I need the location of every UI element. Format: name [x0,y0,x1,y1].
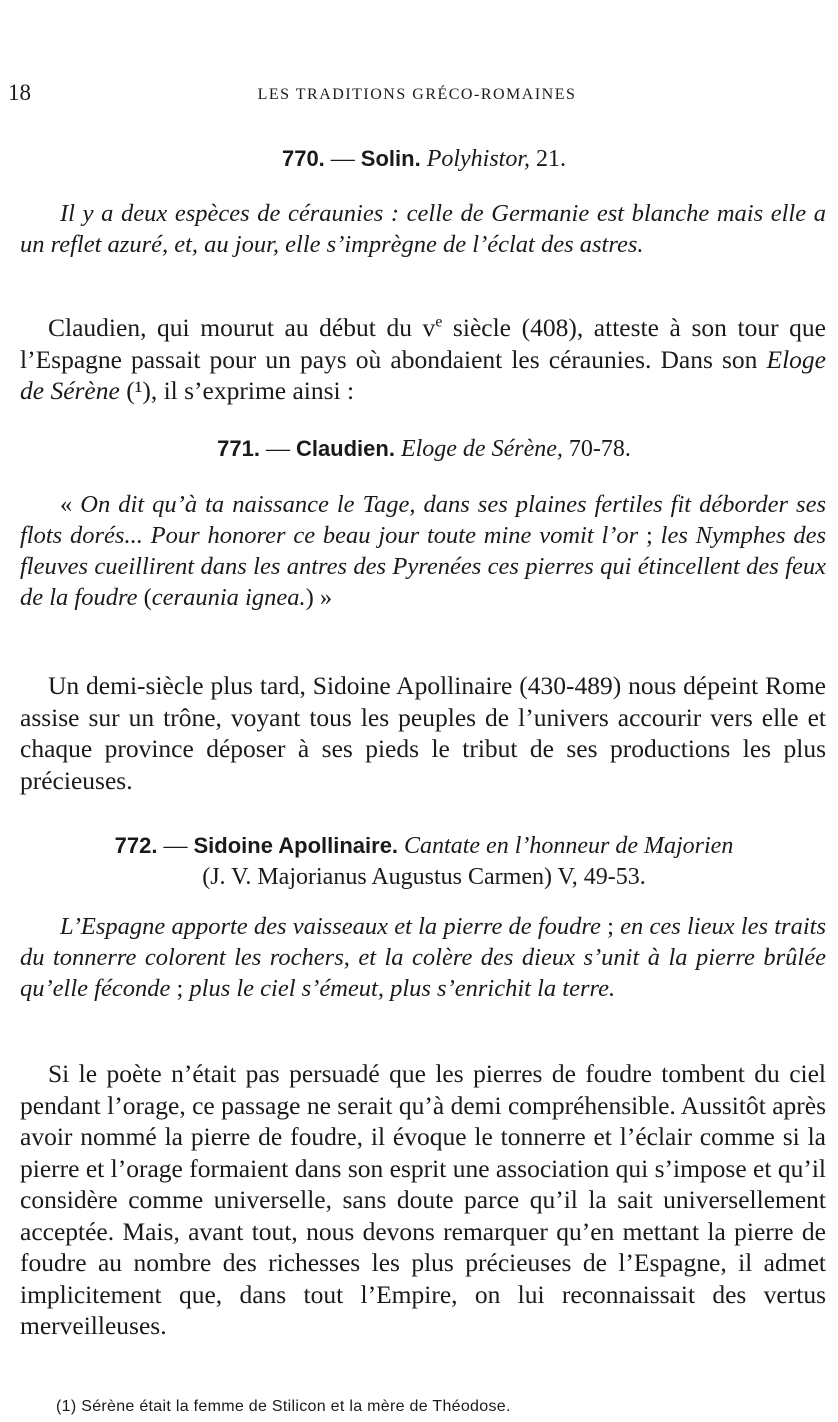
quote-punctuation: ; [638,522,661,549]
footnote [56,1398,511,1416]
footnote-marker: (1) [56,1398,77,1415]
quote-770 [20,198,826,260]
citation-reference: 21. [536,146,567,172]
citation-reference: 70-78. [568,436,631,462]
page-number: 18 [8,80,31,105]
quote-text: On dit qu’à ta naissance le Tage, dans ses plaines fertiles fit déborder ses flots dorés... Pour honorer ce beau jour toute mine vomit l’or [20,491,827,549]
paragraph-text: Si le poète n’était pas persuadé que les pierres de foudre tombent du ciel pendant l’orage, ce passage ne serait qu’à demi compréhensible. Aussitôt après avoir nommé la pierre de foudre, il évoque le tonnerre et l’éclair comme si la pierre et l’orage formaient dans son esprit une association qui s’impose et qu’il considère comme universelle, sans doute parce qu’il la sait universellement acceptée. Mais, avant tout, nous devons remarquer qu’en mettant la pierre de foudre au nombre des richesses les plus précieuses de l’Espagne, il admet implicitement que, dans tout l’Empire, on lui reconnaissait des vertus merveilleuses. [20,1059,826,1340]
citation-title: Cantate en l’honneur de Majorien [404,833,734,859]
quote-open-mark: « [60,491,81,518]
quote-punctuation: ; [170,975,190,1002]
footnote-text: Sérène était la femme de Stilicon et la mère de Théodose. [81,1398,511,1415]
paragraph-text: siècle (408), atteste à son tour que l’Espagne passait pour un pays où abondaient les céraunies. Dans son [20,313,827,374]
quote-772 [20,911,826,1004]
paragraph-sidoine [20,670,826,796]
quote-text: ceraunia ignea. [151,584,306,611]
citation-title: Eloge de Sérène, [400,436,563,462]
citation-771 [20,436,828,463]
quote-text: L’Espagne apporte des vaisseaux et la pierre de foudre [60,913,601,940]
citation-author: Sidoine Apollinaire. [193,833,399,858]
citation-dash: — [265,436,290,462]
citation-number: 770. [281,146,325,171]
footnote-reference: (¹) [126,376,151,405]
quote-text: les Nymphes des fleuves cueillirent dans les antres des Pyrenées ces pierres qui étincellent des feux de la foudre [20,522,826,611]
paragraph-text: Claudien, qui mourut au début du v [48,313,436,342]
paragraph-claudien [20,312,826,407]
citation-770 [20,146,828,173]
quote-text: Il y a deux espèces de céraunies : celle de Germanie est blanche mais elle a un reflet azuré, et, au jour, elle s’imprègne de l’éclat des astres. [20,200,826,258]
paragraph-analysis [20,1058,826,1342]
citation-number: 771. [217,436,260,461]
quote-close-mark: ) » [305,584,333,611]
citation-author: Claudien. [295,436,395,461]
quote-text: en ces lieux les traits du tonnerre colorent les rochers, et la colère des dieux s’unit à la pierre brûlée qu’elle féconde [20,913,826,1002]
citation-number: 772. [114,833,158,858]
citation-772 [20,830,828,893]
page-header [8,80,826,110]
citation-dash: — [163,833,188,859]
citation-title: Polyhistor, [426,146,531,172]
superscript-e: e [435,313,443,331]
quote-771 [20,489,826,613]
paragraph-text: Un demi-siècle plus tard, Sidoine Apollinaire (430-489) nous dépeint Rome assise sur un trône, voyant tous les peuples de l’univers accourir vers elle et chaque province déposer à ses pieds le tribut de ses productions les plus précieuses. [20,671,826,795]
citation-line-1 [20,830,828,862]
paragraph-text: , il s’exprime ainsi : [150,376,355,405]
citation-author: Solin. [360,146,421,171]
work-title: Eloge de Sérène [20,344,826,405]
running-head: LES TRADITIONS GRÉCO-ROMAINES [257,86,577,103]
quote-punctuation: ( [137,584,152,611]
citation-line-2: (J. V. Majorianus Augustus Carmen) V, 49-53. [202,864,646,890]
quote-text: plus le ciel s’émeut, plus s’enrichit la terre. [189,975,616,1002]
citation-dash: — [330,146,355,172]
quote-punctuation: ; [600,913,621,940]
